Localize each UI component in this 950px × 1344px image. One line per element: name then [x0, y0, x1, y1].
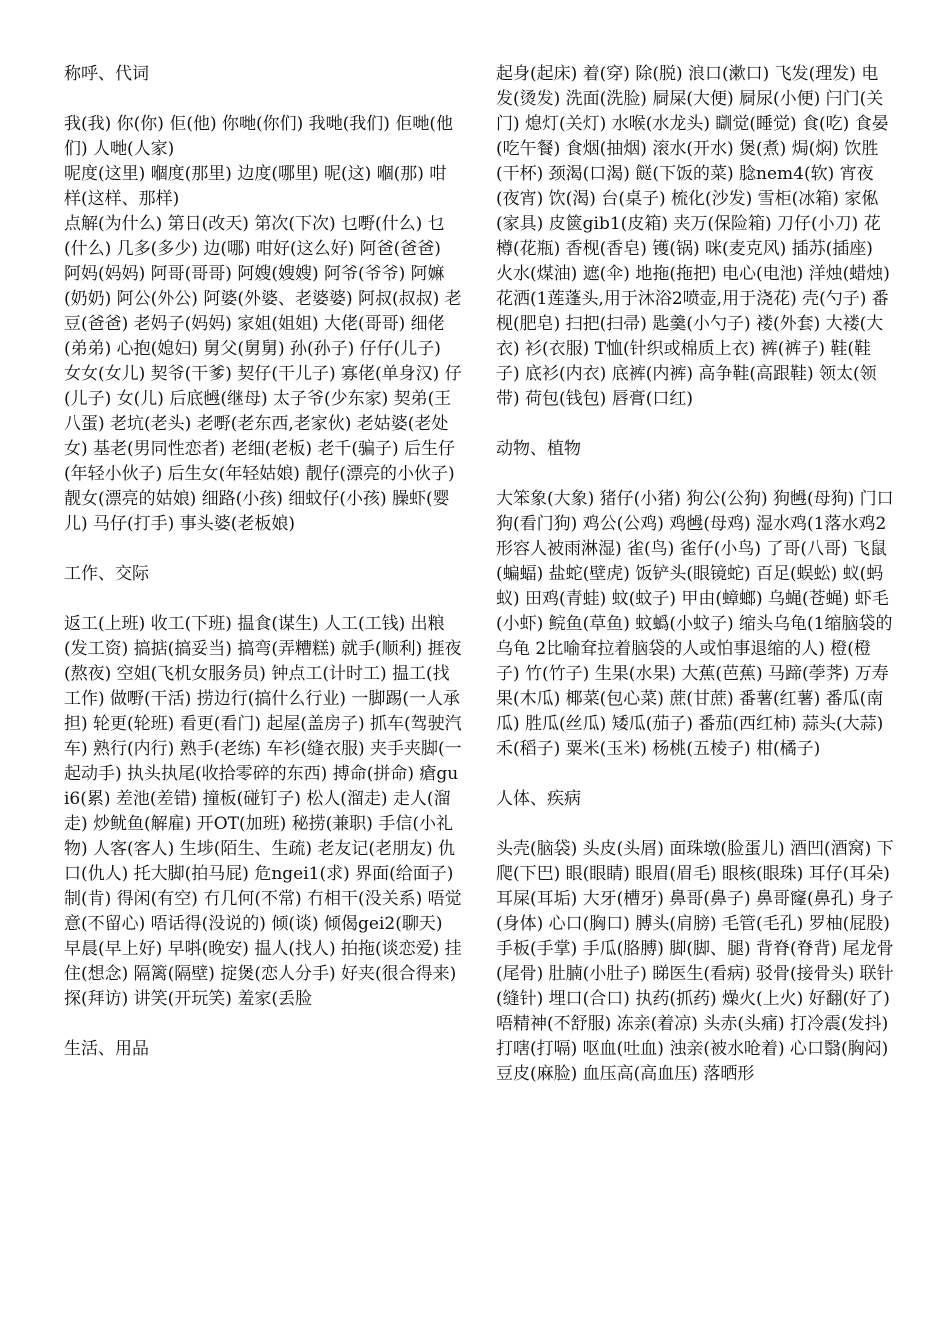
daily-life-paragraph: 起身(起床) 着(穿) 除(脱) 浪口(漱口) 飞发(理发) 电发(烫发) 洗面(洗脸) 屙屎(大便) 屙尿(小便) 闩门(关门) 熄灯(关灯) 水喉(水龙头) 瞓觉(睡觉) 食(吃) 食晏(吃午餐) 食烟(抽烟) 滚水(开水) 煲(煮) 焗(焖) 饮胜(干杯) 颈渴(口渴) 餸(下饭的菜) 腍nem4(软) 宵夜(夜宵) 饮(渴) 台(桌子) 梳化(沙发) 雪柜(冰箱) 家俬(家具) 皮篋gib1(皮箱) 夹万(保险箱) 刀仔(小刀) 花樽(花瓶) 香枧(香皂) 镬(锅) 咪(麦克风) 插苏(插座) 火水(煤油) 遮(伞) 地拖(拖把) 电心(电池) 洋烛(蜡烛) 花洒(1莲蓬头,用于沐浴2喷壶,用于浇花) 壳(勺子) 番枧(肥皂) 扫把(扫帚) 匙羹(小勺子) 褛(外套) 大褛(大衣) 衫(衣服) T恤(针织或棉质上衣) 裤(裤子) 鞋(鞋子) 底衫(内衣) 底裤(内裤) 高争鞋(高跟鞋) 领太(领带) 荷包(钱包) 唇膏(口红)	[496, 64, 890, 409]
blank-line	[496, 412, 894, 437]
blank-line	[64, 587, 462, 612]
section-heading-address-pronouns: 称呼、代词	[64, 64, 149, 84]
body-illness-paragraph: 头壳(脑袋) 头皮(头屑) 面珠墩(脸蛋儿) 酒凹(酒窝) 下爬(下巴) 眼(眼睛) 眼眉(眉毛) 眼核(眼珠) 耳仔(耳朵) 耳屎(耳垢) 大牙(槽牙) 鼻哥(鼻子) 鼻哥窿(鼻孔) 身子(身体) 心口(胸口) 膊头(肩膀) 毛管(毛孔) 罗柚(屁股) 手板(手掌) 手瓜(胳膊) 脚(脚、腿) 背脊(脊背) 尾龙骨(尾骨) 肚腩(小肚子) 睇医生(看病) 驳骨(接骨头) 联针(缝针) 埋口(合口) 执药(抓药) 燥火(上火) 好翻(好了) 唔精神(不舒服) 冻亲(着凉) 头赤(头痛) 打冷震(发抖) 打嗐(打嗝) 呕血(吐血) 浊亲(被水呛着) 心口翳(胸闷) 豆皮(麻脸) 血压高(高血压) 落晒形	[496, 839, 894, 1084]
work-social-paragraph: 返工(上班) 收工(下班) 揾食(谋生) 人工(工钱) 出粮(发工资) 搞掂(搞妥当) 搞弯(弄糟糕) 就手(顺利) 捱夜(熬夜) 空姐(飞机女服务员) 钟点工(计时工) 揾工(找工作) 做嘢(干活) 捞边行(搞什么行业) 一脚踢(一人承担) 轮更(轮班) 看更(看门) 起屋(盖房子) 抓车(驾驶汽车) 熟行(内行) 熟手(老练) 车衫(缝衣服) 夹手夹脚(一起动手) 执头执尾(收拾零碎的东西) 搏命(拼命) 瘡gui6(累) 差池(差错) 撞板(碰钉子) 松人(溜走) 走人(溜走) 炒鱿鱼(解雇) 开OT(加班) 秘捞(兼职) 手信(小礼物) 人客(客人) 生埗(陌生、生疏) 老友记(老朋友) 仇口(仇人) 托大脚(拍马屁) 危ngei1(求) 界面(给面子) 制(肯) 得闲(有空) 冇几何(不常) 冇相干(没关系) 唔觉意(不留心) 唔话得(没说的) 倾(谈) 倾偈gei2(聊天) 早晨(早上好) 早唞(晚安) 揾人(找人) 拍拖(谈恋爱) 挂住(想念) 隔篱(隔壁) 掟煲(恋人分手) 好夹(很合得来)	[64, 614, 462, 984]
section-heading-daily-life: 生活、用品	[64, 1039, 149, 1059]
visit-joke-paragraph: 探(拜访) 讲笑(开玩笑) 羞家(丢脸	[64, 989, 312, 1009]
blank-line	[64, 87, 462, 112]
blank-line	[496, 762, 894, 787]
section-heading-work-social: 工作、交际	[64, 564, 149, 584]
blank-line	[496, 812, 894, 837]
section-heading-animals-plants: 动物、植物	[496, 439, 581, 459]
demonstratives-paragraph: 呢度(这里) 嗰度(那里) 边度(哪里) 呢(这) 嗰(那) 咁样(这样、那样)	[64, 164, 447, 209]
blank-line	[64, 1012, 462, 1037]
section-heading-body-illness: 人体、疾病	[496, 789, 581, 809]
animals-plants-paragraph: 大笨象(大象) 猪仔(小猪) 狗公(公狗) 狗乸(母狗) 门口狗(看门狗) 鸡公(公鸡) 鸡乸(母鸡) 湿水鸡(1落水鸡2形容人被雨淋湿) 雀(鸟) 雀仔(小鸟) 了哥(八哥) 飞鼠(蝙蝠) 盐蛇(壁虎) 饭铲头(眼镜蛇) 百足(蜈蚣) 蚁(蚂蚁) 田鸡(青蛙) 蚊(蚊子) 甲由(蟑螂) 乌蝇(苍蝇) 虾毛(小虾) 鲩鱼(草鱼) 蚊蟡(小蚊子) 缩头乌龟(1缩脑袋的乌龟 2比喻耷拉着脑袋的人或怕事退缩的人) 橙(橙子) 竹(竹子) 生果(水果) 大蕉(芭蕉) 马蹄(荸荠) 万寿果(木瓜) 椰菜(包心菜) 蔗(甘蔗) 番薯(红薯) 番瓜(南瓜) 胜瓜(丝瓜) 矮瓜(茄子) 番茄(西红柿) 蒜头(大蒜) 禾(稻子) 粟米(玉米) 杨桃(五棱子) 柑(橘子)	[496, 489, 894, 759]
blank-line	[64, 537, 462, 562]
right-column	[496, 62, 894, 1087]
kinship-terms-paragraph: 点解(为什么) 第日(改天) 第次(下次) 乜嘢(什么) 乜(什么) 几多(多少) 边(哪) 咁好(这么好) 阿爸(爸爸) 阿妈(妈妈) 阿哥(哥哥) 阿嫂(嫂嫂) 阿爷(爷爷) 阿嫲(奶奶) 阿公(外公) 阿婆(外婆、老婆婆) 阿叔(叔叔) 老豆(爸爸) 老妈子(妈妈) 家姐(姐姐) 大佬(哥哥) 细佬(弟弟) 心抱(媳妇) 舅父(舅舅) 孙(孙子) 仔仔(儿子) 女女(女儿) 契爷(干爹) 契仔(干儿子) 寡佬(单身汉) 仔(儿子) 女(儿) 后底乸(继母) 太子爷(少东家) 契弟(王八蛋) 老坑(老头) 老嘢(老东西,老家伙) 老姑婆(老处女) 基老(男同性恋者) 老细(老板) 老千(骗子) 后生仔(年轻小伙子) 后生女(年轻姑娘) 靓仔(漂亮的小伙子) 靓女(漂亮的姑娘) 细路(小孩) 细蚊仔(小孩) 臊虾(婴儿) 马仔(打手) 事头婆(老板娘)	[64, 214, 462, 534]
left-column	[64, 62, 462, 1062]
blank-line	[496, 462, 894, 487]
pronouns-paragraph: 我(我) 你(你) 佢(他) 你哋(你们) 我哋(我们) 佢哋(他们) 人哋(人家)	[64, 114, 453, 159]
